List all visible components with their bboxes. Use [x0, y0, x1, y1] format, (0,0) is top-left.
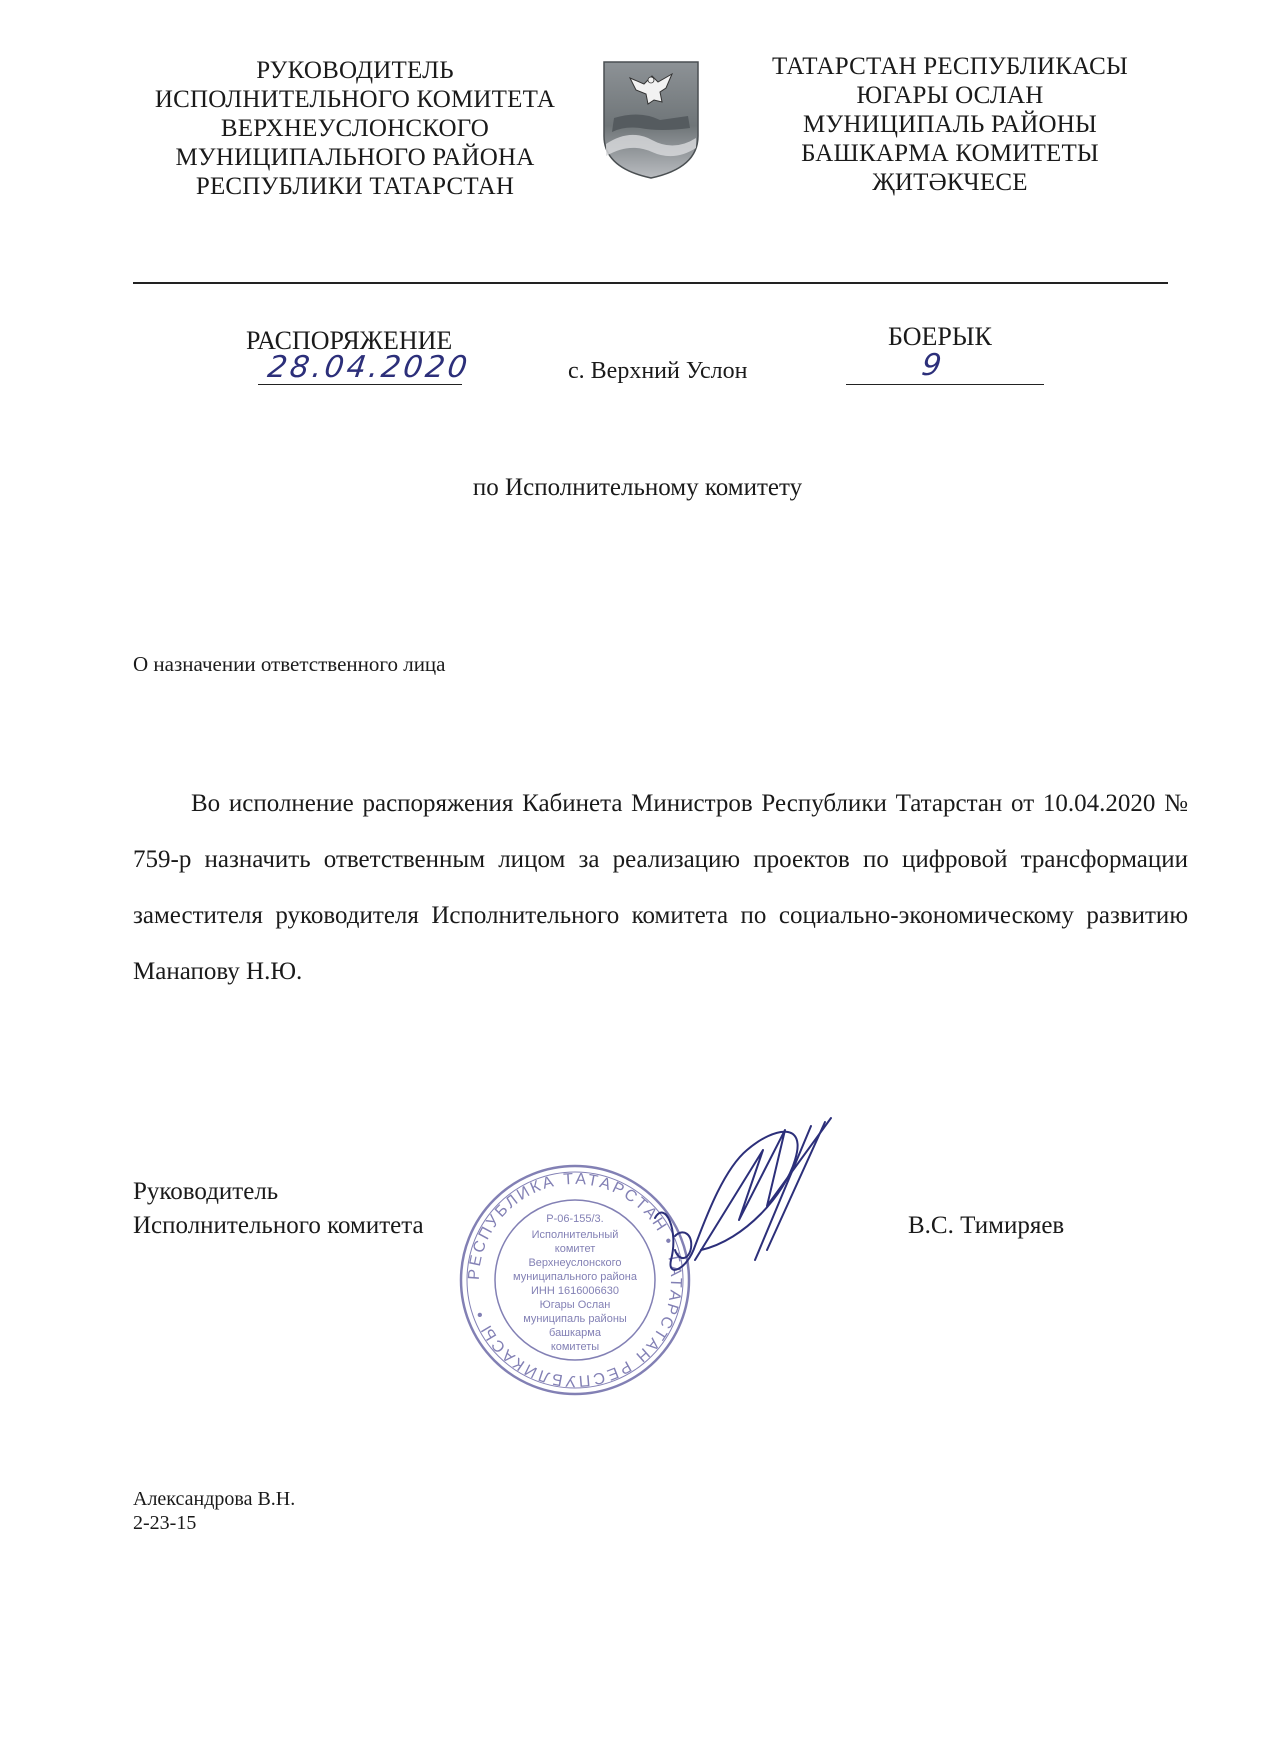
document-date: 28.04.2020 — [265, 350, 473, 385]
document-body — [133, 776, 1188, 1000]
document-number: 9 — [919, 348, 947, 383]
stamp-line: комитет — [554, 1243, 596, 1255]
stamp-line: муниципаль районы — [523, 1313, 627, 1325]
stamp-line: Югары Ослан — [539, 1299, 611, 1311]
header-left-line: РУКОВОДИТЕЛЬ — [256, 57, 454, 84]
stamp-line: Исполнительный — [531, 1229, 619, 1241]
document-subtitle: по Исполнительному комитету — [472, 474, 803, 501]
executor-name: Александрова В.Н. — [133, 1488, 296, 1510]
header-left-line: ИСПОЛНИТЕЛЬНОГО КОМИТЕТА — [154, 86, 556, 113]
stamp-line: ИНН 1616006630 — [530, 1285, 620, 1297]
document-topic: О назначении ответственного лица — [133, 652, 446, 676]
signer-name: В.С. Тимиряев — [908, 1212, 1065, 1239]
stamp-line: Верхнеуслонского — [528, 1257, 622, 1269]
document-type-ru: РАСПОРЯЖЕНИЕ — [246, 326, 453, 355]
header-left-line: ВЕРХНЕУСЛОНСКОГО — [220, 115, 490, 142]
stamp-line: Р-06-155/3. — [546, 1213, 604, 1225]
stamp-ring-text: РЕСПУБЛИКА ТАТАРСТАН • ТАТАРСТАН РЕСПУБЛИКАСЫ • — [465, 1170, 685, 1390]
header-right-line: ЮГАРЫ ОСЛАН — [856, 82, 1044, 109]
signer-position-line2: Исполнительного комитета — [133, 1212, 424, 1239]
header-left-block — [120, 56, 590, 201]
header-right-line: ТАТАРСТАН РЕСПУБЛИКАСЫ — [772, 53, 1128, 80]
stamp-line: муниципального района — [513, 1271, 637, 1283]
date-underline — [258, 384, 462, 385]
number-underline — [846, 384, 1044, 385]
header-right-line: ҖИТӘКЧЕСЕ — [872, 169, 1028, 196]
signer-position-line1: Руководитель — [133, 1178, 279, 1205]
stamp-line: комитеты — [550, 1341, 600, 1353]
coat-of-arms-eagle-icon — [600, 58, 702, 180]
header-left-line: РЕСПУБЛИКИ ТАТАРСТАН — [195, 173, 515, 200]
body-paragraph: Во исполнение распоряжения Кабинета Министров Республики Татарстан от 10.04.2020 № 759-р назначить ответственным лицом за реализацию проектов по цифровой трансформации заместителя руководителя Исполнительного комитета по социально-экономическому развитию Манапову Н.Ю. — [133, 790, 1188, 985]
header-right-line: МУНИЦИПАЛЬ РАЙОНЫ — [803, 111, 1097, 138]
executor-phone: 2-23-15 — [133, 1512, 197, 1534]
header-right-block — [735, 52, 1165, 197]
header-left-line: МУНИЦИПАЛЬНОГО РАЙОНА — [175, 144, 535, 171]
document-type-tt: БОЕРЫК — [888, 322, 992, 351]
header-right-line: БАШКАРМА КОМИТЕТЫ — [801, 140, 1099, 167]
handwritten-signature — [635, 1110, 865, 1310]
header-divider — [133, 282, 1168, 284]
document-place: с. Верхний Услон — [568, 358, 748, 384]
stamp-line: башкарма — [549, 1327, 601, 1339]
